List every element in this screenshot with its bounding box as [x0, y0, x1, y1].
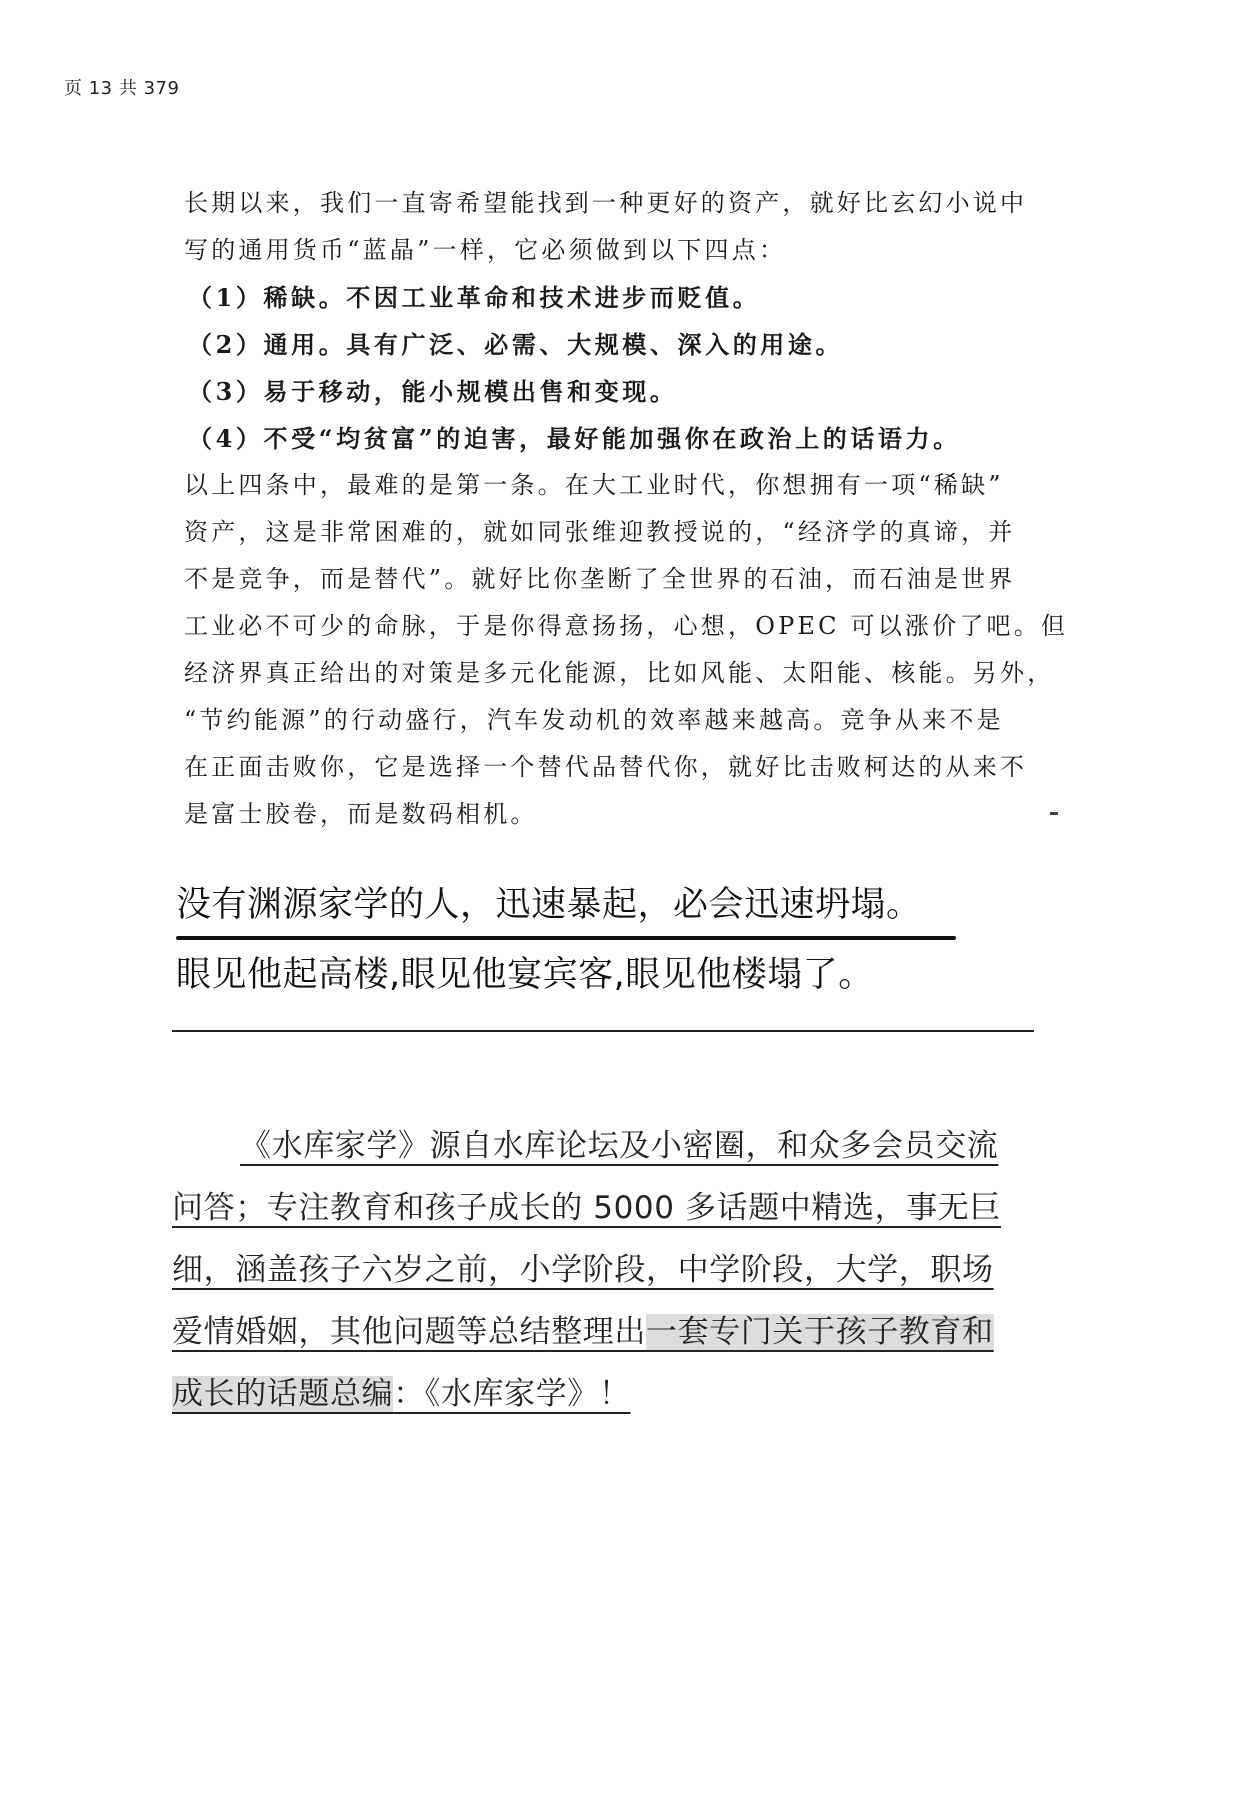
scan-text-line: 工业必不可少的命脉，于是你得意扬扬，心想，OPEC 可以涨价了吧。但: [184, 612, 1069, 640]
promo-line-1: 《水库家学》源自水库论坛及小密圈，和众多会员交流: [240, 1128, 999, 1164]
promo-line-4-highlight: 一套专门关于孩子教育和: [646, 1314, 994, 1350]
scan-text-line: 资产，这是非常困难的，就如同张维迎教授说的，“经济学的真谛，并: [184, 518, 1016, 546]
scan-text-line: 以上四条中，最难的是第一条。在大工业时代，你想拥有一项“稀缺”: [184, 471, 1004, 499]
headline-underline: [176, 936, 956, 940]
promo-paragraph: [172, 1115, 1034, 1425]
scan-text-line: 是富士胶卷，而是数码相机。: [184, 800, 538, 828]
scan-text-line: （2）通用。具有广泛、必需、大规模、深入的用途。: [188, 330, 844, 359]
scan-artifact-mark: [1050, 812, 1058, 815]
promo-line-4-text: 爱情婚姻，其他问题等总结整理出: [172, 1314, 646, 1350]
promo-line-4: [172, 1301, 1034, 1363]
scan-text-line: 经济界真正给出的对策是多元化能源，比如风能、太阳能、核能。另外，: [184, 659, 1055, 687]
scan-text-line: （1）稀缺。不因工业革命和技术进步而贬值。: [188, 283, 761, 312]
scan-text-line: “节约能源”的行动盛行，汽车发动机的效率越来越高。竞争从来不是: [184, 706, 1004, 734]
promo-line-2: 问答；专注教育和孩子成长的 5000 多话题中精选，事无巨: [172, 1190, 1001, 1226]
scan-text-line: 不是竞争，而是替代”。就好比你垄断了全世界的石油，而石油是世界: [184, 565, 1016, 593]
scan-text-line: 长期以来，我们一直寄希望能找到一种更好的资产，就好比玄幻小说中: [184, 189, 1028, 217]
scan-text-line: （4）不受“均贫富”的迫害，最好能加强你在政治上的话语力。: [188, 424, 961, 453]
promo-line-3: 细，涵盖孩子六岁之前，小学阶段，中学阶段，大学，职场: [172, 1252, 994, 1288]
promo-line-5-highlight: 成长的话题总编: [172, 1376, 394, 1412]
promo-line-5: [172, 1363, 1034, 1425]
headline-block: [176, 880, 1076, 1000]
scan-text-line: （3）易于移动，能小规模出售和变现。: [188, 377, 678, 406]
promo-line-5-text: ：《水库家学》！: [393, 1376, 631, 1412]
scan-text-line: 写的通用货币“蓝晶”一样，它必须做到以下四点：: [184, 236, 787, 264]
page-number-label: 页 13 共 379: [64, 78, 180, 99]
scanned-text-block: [184, 180, 1069, 838]
scan-text-line: 在正面击败你，它是选择一个替代品替代你，就好比击败柯达的从来不: [184, 753, 1028, 781]
section-divider: [172, 1030, 1034, 1032]
headline-line-1: 没有渊源家学的人，迅速暴起，必会迅速坍塌。: [176, 885, 922, 925]
headline-line-2: 眼见他起高楼,眼见他宴宾客,眼见他楼塌了。: [176, 955, 874, 995]
